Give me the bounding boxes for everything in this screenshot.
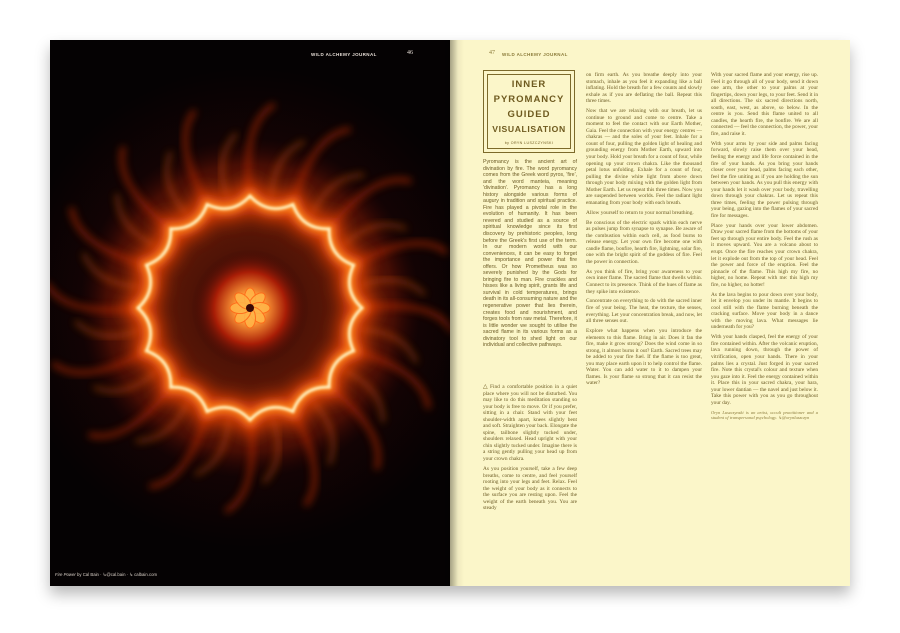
running-head-right: WILD ALCHEMY JOURNAL (502, 52, 568, 57)
paragraph: With your hands clasped, feel the energy of your fire contained within. After the volcanic eruption, lava running down, through the power of vitrification, open your hands. There in your palms lies a crystal. Just forged in your sacred fire. Note this crystal's colour and texture when you gaze into it. Feel the energy contained within it. Place this in your sacred chakra, your hara, your lower dantian — the navel and just below it. Take this power with you as you go throughout your day. (711, 334, 818, 406)
left-page (50, 40, 450, 586)
title-line-1: INNER (511, 79, 547, 90)
title-line-4: VISUALISATION (492, 124, 566, 134)
title-line-3: GUIDED (507, 109, 551, 120)
paragraph-text: Find a comfortable position in a quiet place where you will not be disturbed. You may like to do this meditation standing so your body is free to move. Or if you prefer, sitting in a chair. Stand with your feet shoulder-width apart, knees slightly bent and soft. Straighten your back. Elongate the spine, tailbone slightly tucked under, shoulders relaxed. Head upright with your chin slightly tucked under. Imagine there is a string gently pulling your head up from your crown chakra. (483, 384, 577, 463)
paragraph: Allow yourself to return to your normal breathing. (586, 209, 694, 216)
right-page (450, 40, 850, 586)
author-bio: Oryn Luszczynski is an artist, occult practitioner and a student of transpersonal psychology. ↳@orynluszczyn (711, 409, 818, 421)
magazine-spread (50, 40, 850, 586)
paragraph: Be conscious of the electric spark within each nerve as pulses jump from synapse to synapse. Be aware of the combustion within each cell, as food burns to release energy. Let your own fire become one with candle flame, bonfire, hearth fire, lightning, solar fire, one with the bright spirit of the goddess of fire. Feel the power in connection. (586, 219, 702, 265)
artwork-title: Fire Power (55, 572, 76, 577)
paragraph: Concentrate on everything to do with the sacred inner fire of your being. The heat, the texture, the senses, everything. Let your concentration break, and now, let all three senses out. (586, 298, 702, 325)
paragraph: As the lava begins to pour down over your body, let it envelop you under its mantle. It begins to cool still with the flame burning beneath the cracking surface. Move your body in a dance with the moving lava. What messages lie underneath for you? (711, 291, 818, 331)
page-number-left: 46 (407, 50, 413, 56)
paragraph: As you position yourself, take a few deep breaths, come to centre, and feel yourself rooting into your legs and feet. Relax. Feel the weight of your body as it connects to the surface you are resting upon. Feel the weight of the earth beneath you. You are steady (483, 465, 577, 512)
paragraph: As you think of fire, bring your awareness to your own inner flame. The sacred flame that dwells within. Connect to its presence. Think of the hues of flame as they spike into existence. (586, 268, 702, 295)
article-title-box (483, 70, 575, 153)
paragraph (483, 384, 577, 463)
flower-center (246, 304, 254, 312)
running-head-left: WILD ALCHEMY JOURNAL (311, 52, 377, 57)
artwork-credit-rest: by Cal Bain · ↳@cal.bain · ↳ calbain.com (75, 572, 158, 577)
artwork-credit (55, 572, 157, 578)
page-number-right: 47 (489, 50, 495, 56)
column-2 (586, 72, 702, 390)
intro-column (483, 159, 577, 352)
intro-paragraph: Pyromancy is the ancient art of divination by fire. The word pyromancy comes from the Greek word pyros, 'fire', and the word manteia, meaning 'divination'. Pyromancy has a long history alongside various forms of augury in tradition and spiritual practice. Fire has played a pivotal role in the evolution of humanity. It has been revered and studied as a source of spiritual knowledge since its first discovery by prehistoric peoples, long before the Greek's first use of the term. In our modern world with our conveniences, it can be easy to forget the importance and power that fire offers. Or how Prometheus was so severely punished by the Gods for bringing fire to man. Fire crackles and hisses like a living spirit, grants life and survival in cold temperatures, brings death in its all-consuming nature and the regenerative power that lies therein, creates food and nourishment, and forges tools from raw metal. Therefore, it is little wonder we sought to utilise the sacred flame in its various forms as a divinatory tool to shed light on our individual and collective pathways. (483, 159, 577, 349)
paragraph: on firm earth. As you breathe deeply into your stomach, inhale as you feel it expanding like a ball inflating. Hold the breath for a few counts and slowly exhale as if you are deflating the ball. Repeat this three times. (586, 72, 702, 105)
column-1-lower (483, 384, 577, 515)
paragraph: With your sacred flame and your energy, rise up. Feel it go through all of your body, send it down one arm, the other to your palms at your fingertips, down your legs, to your feet. Send it in all directions. The six sacred directions north, south, east, west, as above, so below. In the centre is you. Send this flame united to all candles, the hearth fire, the bonfire. We are all connected — feel the connection, the power, your fire, and raise it. (711, 72, 818, 137)
paragraph: Place your hands over your lower abdomen. Draw your sacred flame from the bottoms of your feet up through your entire body. Feel the rush as it moves upward. You are a volcano about to erupt. Once the fire reaches your crown chakra, let it explode out from the top of your head. Feel the power and force of the eruption. Feel the pinnacle of the flame. This high my fire, no higher, no home. Repeat with me: this high my fire, no higher, no hotter! (711, 222, 818, 288)
paragraph: Now that we are relaxing with our breath, let us continue to ground and come to centre. Take a moment to feel the contact with our Earth Mother, Gaia. Feel the connection with your energy centres — chakras — and the soles of your feet. Inhale for a count of four, pulling the golden light of healing and grounding energy from Mother Earth, upward into your body. Hold your breath for a count of four, while opening up your crown chakra. Like the thousand petal lotus unfolding. Exhale for a count of four, pulling the divine white light from above down through your body mixing with the golden light from Mother Earth. Let us repeat this three times. Now you are suspended between worlds. Feel the radiant light emanating from your body with each breath. (586, 108, 702, 206)
paragraph: With your arms by your side and palms facing forward, slowly raise them over your head, feeling the energy and life force contained in the fire of your hands. As you bring your hands closer over your head, palms facing each other, feel the fire uniting as if you are holding the sun between your hands. As you pull this energy with your hands let it wash over your body, travelling down through your chakras. Let us repeat this three times, feeling the power pulsing through your being, gazing into the flames of your sacred fire for messages. (711, 140, 818, 219)
triangle-icon: △ (483, 384, 488, 390)
column-3 (711, 72, 818, 424)
paragraph: Explore what happens when you introduce the elements to this flame. Bring in air. Does it fan the fire, make it grow strong? Does the wind come in so strong, it almost burns it out? Earth. Sacred trees may be added to your fire fuel. If the flame is too great, you may place earth upon it to help control the flame. Water. You can add water to it to dampen your flames. Is your flame so strong that it can resist the water? (586, 328, 702, 387)
fire-mandala-artwork (50, 40, 450, 586)
article-byline: by ORYN LUSZCZYNSKI (504, 141, 554, 145)
title-line-2: PYROMANCY (493, 94, 565, 105)
